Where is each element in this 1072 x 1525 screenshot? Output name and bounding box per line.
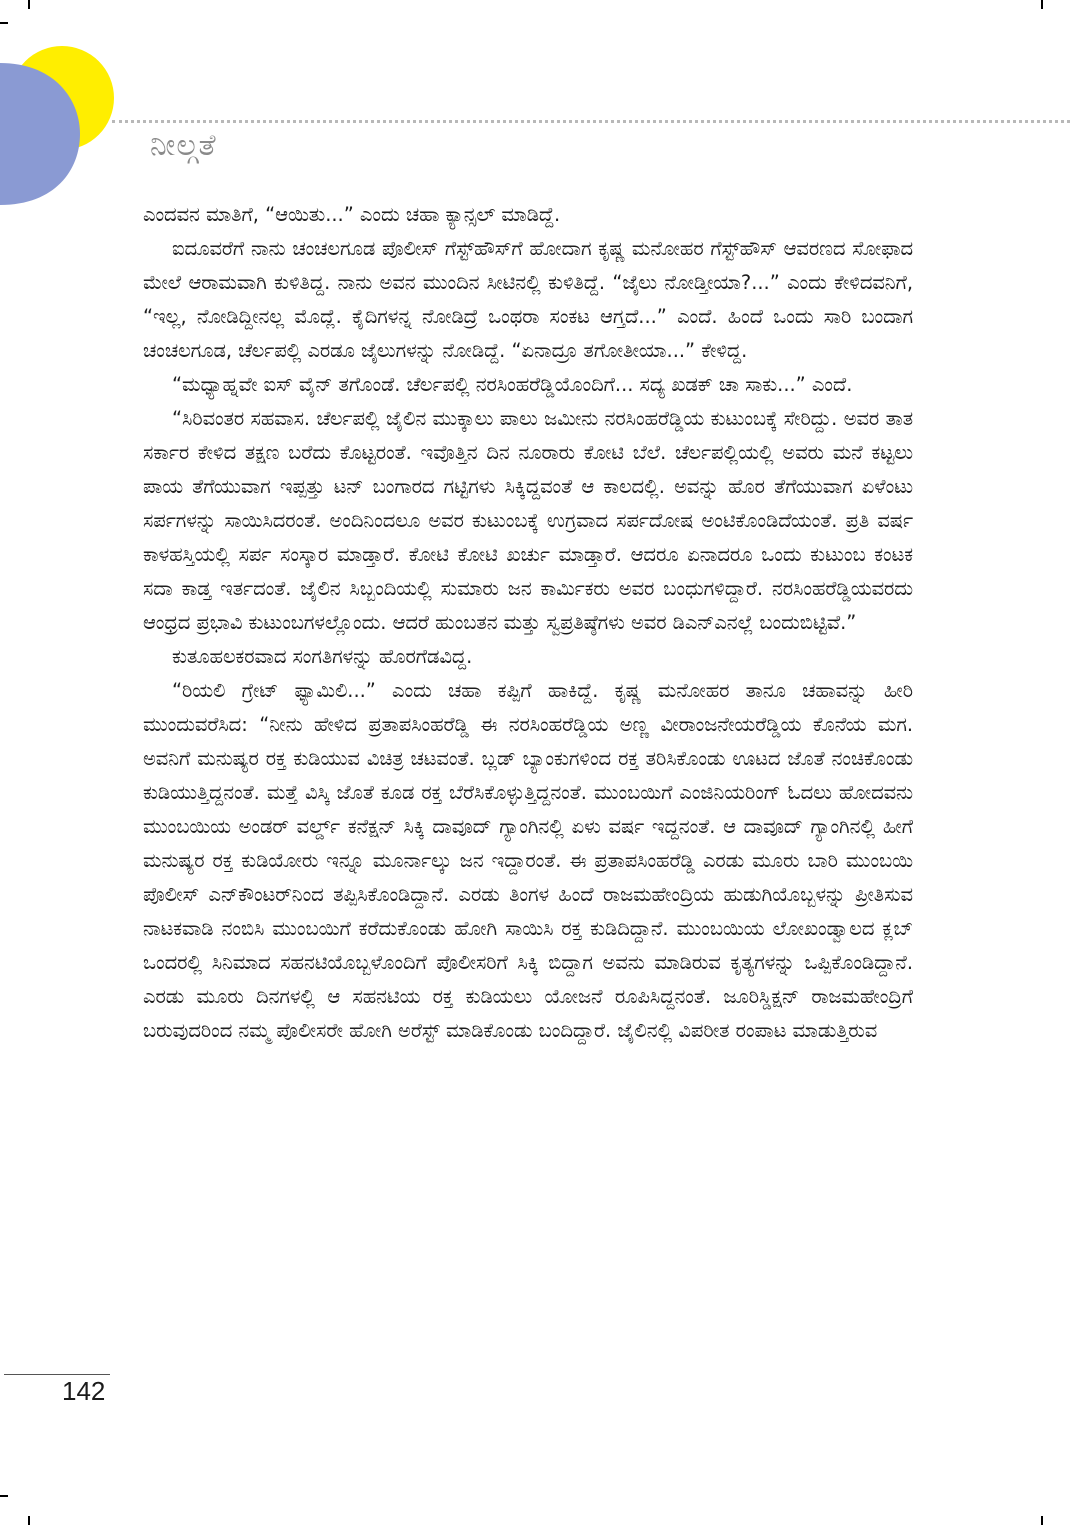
- section-title: ನೀಲ್ಗತೆ: [150, 128, 217, 163]
- paragraph: ಎಂದವನ ಮಾತಿಗೆ, “ಆಯಿತು...” ಎಂದು ಚಹಾ ಕ್ಯಾನ್ಸಲ್ ಮಾಡಿದ್ದೆ.: [143, 203, 561, 226]
- paragraph: ಕುತೂಹಲಕರವಾದ ಸಂಗತಿಗಳನ್ನು ಹೊರಗೆಡವಿದ್ದ.: [172, 645, 473, 668]
- crop-mark-left-lower: [0, 1495, 8, 1497]
- page-number-rule: [4, 1374, 110, 1375]
- header-decoration: [0, 0, 130, 215]
- paragraph: “ರಿಯಲಿ ಗ್ರೇಟ್ ಫ್ಯಾಮಿಲಿ...” ಎಂದು ಚಹಾ ಕಪ್ಪಿಗೆ ಹಾಕಿದ್ದೆ. ಕೃಷ್ಣ ಮನೋಹರ ತಾನೂ ಚಹಾವನ್ನು ಹೀರಿ ಮುಂದುವರೆಸಿದ: “ನೀನು ಹೇಳಿದ ಪ್ರತಾಪಸಿಂಹರೆಡ್ಡಿ ಈ ನರಸಿಂಹರೆಡ್ಡಿಯ ಅಣ್ಣ ವೀರಾಂಜನೇಯರೆಡ್ಡಿಯ ಕೊನೆಯ ಮಗ. ಅವನಿಗೆ ಮನುಷ್ಯರ ರಕ್ತ ಕುಡಿಯುವ ವಿಚಿತ್ರ ಚಟವಂತೆ. ಬ್ಲಡ್ ಬ್ಯಾಂಕುಗಳಿಂದ ರಕ್ತ ತರಿಸಿಕೊಂಡು ಊಟದ ಜೊತೆ ನಂಚಿಕೊಂಡು ಕುಡಿಯುತ್ತಿದ್ದನಂತೆ. ಮತ್ತೆ ವಿಸ್ಕಿ ಜೊತೆ ಕೂಡ ರಕ್ತ ಬೆರೆಸಿಕೊಳ್ಳುತ್ತಿದ್ದನಂತೆ. ಮುಂಬಯಿಗೆ ಎಂಜಿನಿಯರಿಂಗ್ ಓದಲು ಹೋದವನು ಮುಂಬಯಿಯ ಅಂಡರ್ ವರ್ಲ್ಡ್ ಕನೆಕ್ಷನ್ ಸಿಕ್ಕಿ ದಾವೂದ್ ಗ್ಯಾಂಗಿನಲ್ಲಿ ಏಳು ವರ್ಷ ಇದ್ದನಂತೆ. ಆ ದಾವೂದ್ ಗ್ಯಾಂಗಿನಲ್ಲಿ ಹೀಗೆ ಮನುಷ್ಯರ ರಕ್ತ ಕುಡಿಯೋರು ಇನ್ನೂ ಮೂರ್ನಾಲ್ಕು ಜನ ಇದ್ದಾರಂತೆ. ಈ ಪ್ರತಾಪಸಿಂಹರೆಡ್ಡಿ ಎರಡು ಮೂರು ಬಾರಿ ಮುಂಬಯಿ ಪೊಲೀಸ್ ಎನ್‌ಕೌಂಟರ್‌ನಿಂದ ತಪ್ಪಿಸಿಕೊಂಡಿದ್ದಾನೆ. ಎರಡು ತಿಂಗಳ ಹಿಂದೆ ರಾಜಮಹೇಂದ್ರಿಯ ಹುಡುಗಿಯೊಬ್ಬಳನ್ನು ಪ್ರೀತಿಸುವ ನಾಟಕವಾಡಿ ನಂಬಿಸಿ ಮುಂಬಯಿಗೆ ಕರೆದುಕೊಂಡು ಹೋಗಿ ಸಾಯಿಸಿ ರಕ್ತ ಕುಡಿದಿದ್ದಾನೆ. ಮುಂಬಯಿಯ ಲೋಖಂಡ್ವಾಲದ ಕ್ಲಬ್ ಒಂದರಲ್ಲಿ ಸಿನಿಮಾದ ಸಹನಟಿಯೊಬ್ಬಳೊಂದಿಗೆ ಪೊಲೀಸರಿಗೆ ಸಿಕ್ಕಿ ಬಿದ್ದಾಗ ಅವನು ಮಾಡಿರುವ ಕೃತ್ಯಗಳನ್ನು ಒಪ್ಪಿಕೊಂಡಿದ್ದಾನೆ. ಎರಡು ಮೂರು ದಿನಗಳಲ್ಲಿ ಆ ಸಹನಟಿಯ ರಕ್ತ ಕುಡಿಯಲು ಯೋಜನೆ ರೂಪಿಸಿದ್ದನಂತೆ. ಜೂರಿಸ್ಡಿಕ್ಷನ್ ರಾಜಮಹೇಂದ್ರಿಗೆ ಬರುವುದರಿಂದ ನಮ್ಮ ಪೊಲೀಸರೇ ಹೋಗಿ ಅರೆಸ್ಟ್ ಮಾಡಿಕೊಂಡು ಬಂದಿದ್ದಾರೆ. ಜೈಲಿನಲ್ಲಿ ವಿಪರೀತ ರಂಪಾಟ ಮಾಡುತ್ತಿರುವ: [143, 679, 913, 1042]
- paragraph: ಐದೂವರೆಗೆ ನಾನು ಚಂಚಲಗೂಡ ಪೊಲೀಸ್ ಗೆಸ್ಟ್‌ಹೌಸ್‌ಗೆ ಹೋದಾಗ ಕೃಷ್ಣ ಮನೋಹರ ಗೆಸ್ಟ್‌ಹೌಸ್ ಆವರಣದ ಸೋಫಾದ ಮೇಲೆ ಆರಾಮವಾಗಿ ಕುಳಿತಿದ್ದ. ನಾನು ಅವನ ಮುಂದಿನ ಸೀಟಿನಲ್ಲಿ ಕುಳಿತಿದ್ದೆ. “ಜೈಲು ನೋಡ್ತೀಯಾ?...” ಎಂದು ಕೇಳಿದವನಿಗೆ, “ಇಲ್ಲ, ನೋಡಿದ್ದೀನಲ್ಲ ಮೊದ್ಲೆ. ಕೈದಿಗಳನ್ನ ನೋಡಿದ್ರೆ ಒಂಥರಾ ಸಂಕಟ ಆಗ್ತದೆ...” ಎಂದೆ. ಹಿಂದೆ ಒಂದು ಸಾರಿ ಬಂದಾಗ ಚಂಚಲಗೂಡ, ಚೆರ್ಲಪಲ್ಲಿ ಎರಡೂ ಜೈಲುಗಳನ್ನು ನೋಡಿದ್ದೆ. “ಏನಾದ್ರೂ ತಗೋತೀಯಾ...” ಕೇಳಿದ್ದ.: [143, 237, 913, 362]
- crop-mark-top-right: [1041, 0, 1043, 9]
- crop-mark-bottom-left: [28, 1516, 30, 1525]
- page-number: 142: [62, 1376, 106, 1406]
- crop-mark-bottom-right: [1041, 1516, 1043, 1525]
- paragraph: “ಸಿರಿವಂತರ ಸಹವಾಸ. ಚೆರ್ಲಪಲ್ಲಿ ಜೈಲಿನ ಮುಕ್ಕಾಲು ಪಾಲು ಜಮೀನು ನರಸಿಂಹರೆಡ್ಡಿಯ ಕುಟುಂಬಕ್ಕೆ ಸೇರಿದ್ದು. ಅವರ ತಾತ ಸರ್ಕಾರ ಕೇಳಿದ ತಕ್ಷಣ ಬರೆದು ಕೊಟ್ಟರಂತೆ. ಇವೊತ್ತಿನ ದಿನ ನೂರಾರು ಕೋಟಿ ಬೆಲೆ. ಚೆರ್ಲಪಲ್ಲಿಯಲ್ಲಿ ಅವರು ಮನೆ ಕಟ್ಟಲು ಪಾಯ ತೆಗೆಯುವಾಗ ಇಪ್ಪತ್ತು ಟನ್ ಬಂಗಾರದ ಗಟ್ಟಿಗಳು ಸಿಕ್ಕಿದ್ದವಂತೆ ಆ ಕಾಲದಲ್ಲಿ. ಅವನ್ನು ಹೊರ ತೆಗೆಯುವಾಗ ಏಳೆಂಟು ಸರ್ಪಗಳನ್ನು ಸಾಯಿಸಿದರಂತೆ. ಅಂದಿನಿಂದಲೂ ಅವರ ಕುಟುಂಬಕ್ಕೆ ಉಗ್ರವಾದ ಸರ್ಪದೋಷ ಅಂಟಿಕೊಂಡಿದೆಯಂತೆ. ಪ್ರತಿ ವರ್ಷ ಕಾಳಹಸ್ತಿಯಲ್ಲಿ ಸರ್ಪ ಸಂಸ್ಕಾರ ಮಾಡ್ತಾರೆ. ಕೋಟಿ ಕೋಟಿ ಖರ್ಚು ಮಾಡ್ತಾರೆ. ಆದರೂ ಏನಾದರೂ ಒಂದು ಕುಟುಂಬ ಕಂಟಕ ಸದಾ ಕಾಡ್ತ ಇರ್ತದಂತೆ. ಜೈಲಿನ ಸಿಬ್ಬಂದಿಯಲ್ಲಿ ಸುಮಾರು ಜನ ಕಾರ್ಮಿಕರು ಅವರ ಬಂಧುಗಳಿದ್ದಾರೆ. ನರಸಿಂಹರೆಡ್ಡಿಯವರದು ಆಂಧ್ರದ ಪ್ರಭಾವಿ ಕುಟುಂಬಗಳಲ್ಲೊಂದು. ಆದರೆ ಹುಂಬತನ ಮತ್ತು ಸ್ವಪ್ರತಿಷ್ಠೆಗಳು ಅವರ ಡಿಎನ್‌ಎನಲ್ಲೆ ಬಂದುಬಿಟ್ಟಿವೆ.”: [143, 407, 914, 634]
- body-text: [143, 198, 913, 1048]
- paragraph: “ಮಧ್ಯಾಹ್ನವೇ ಐಸ್ ವೈನ್ ತಗೊಂಡೆ. ಚೆರ್ಲಪಲ್ಲಿ ನರಸಿಂಹರೆಡ್ಡಿಯೊಂದಿಗೆ... ಸದ್ಯ ಖಡಕ್ ಚಾ ಸಾಕು...” ಎಂದೆ.: [172, 373, 853, 396]
- header-dotted-rule: [112, 120, 1070, 123]
